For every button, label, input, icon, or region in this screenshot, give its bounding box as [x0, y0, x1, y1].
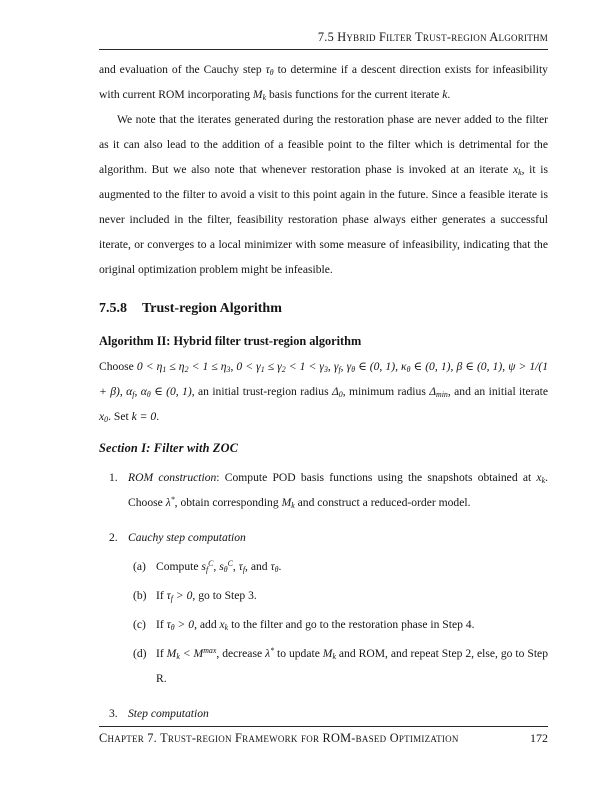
step-text-label: Cauchy step computation [128, 531, 246, 544]
text-block [99, 30, 548, 726]
substep-text: If $M_k < M^{max}$, decrease λ* to update $M_k$ and ROM, and repeat Step 2, else, go to Step R. [156, 646, 549, 685]
running-header-title: 7.5 Hybrid Filter Trust-region Algorithm [317, 30, 548, 44]
paragraph: We note that the iterates generated during the restoration phase are never added to the filter as it can also lead to the addition of a feasible point to the filter which is detrimental for the algorithm. But we also note that whenever restoration phase is invoked at an iterate $x_k$, it is augmented to the filter to avoid a visit to this point again in the future. Since a feasible iterate is never included in the filter, feasibility restoration phase always either generates a successful iterate, or converges to a local minimizer with some measure of infeasibility, indicating that the original optimization problem might be infeasible. [99, 113, 548, 276]
running-header [99, 30, 548, 50]
step-item [109, 525, 548, 691]
algorithm-section1-heading: Section I: Filter with ZOC [99, 441, 239, 455]
substep-item [133, 554, 548, 579]
substep-label: (b) [133, 589, 147, 602]
step-text: Step computation [128, 707, 209, 720]
footer-chapter-title: Chapter 7. Trust-region Framework for ROM-based Optimization [99, 731, 459, 745]
section-number: 7.5.8 [99, 301, 127, 316]
substep-text: If $\tau_f > 0$, go to Step 3. [156, 589, 257, 603]
step-text [128, 525, 548, 691]
substep-item [133, 641, 548, 691]
page-footer [99, 726, 548, 746]
step-item [109, 701, 548, 726]
page-number: 172 [530, 731, 548, 745]
algorithm-preamble: Choose $0 < \eta_1 \le \eta_2 < 1 \le \eta_3$, $0 < \gamma_1 \le \gamma_2 < 1 < \gamma_3$, $\gamma_f$, $\gamma_\theta$ ∈ (0, 1), $\kappa_\theta$ ∈ (0, 1), β ∈ (0, 1), ψ > 1/(1 + β), $\alpha_f$, $\alpha_\theta$ ∈ (0, 1), an initial trust-region radius $\Delta_0$, minimum radius $\Delta_{min}$, and an initial iterate $x_0$. Set k = 0. [99, 360, 549, 424]
step-item [109, 465, 548, 515]
section-heading [99, 299, 548, 319]
algorithm-heading: Algorithm II: Hybrid filter trust-region algorithm [99, 334, 362, 348]
paragraph: and evaluation of the Cauchy step $\tau_\theta$ to determine if a descent direction exists for infeasibility with current ROM incorporating $M_k$ basis functions for the current iterate k. [99, 63, 548, 102]
substep-text: If $\tau_\theta > 0$, add $x_k$ to the filter and go to the restoration phase in Step 4. [156, 618, 475, 632]
step-text: ROM construction: Compute POD basis functions using the snapshots obtained at $x_k$. Choose λ*, obtain corresponding $M_k$ and construct a reduced-order model. [128, 471, 548, 510]
substep-item [133, 583, 548, 608]
substeps [133, 554, 548, 691]
step-number: 2. [109, 531, 118, 544]
substep-label: (c) [133, 618, 146, 631]
algorithm-steps [109, 465, 548, 726]
step-number: 3. [109, 707, 118, 720]
substep-item [133, 612, 548, 637]
section-title: Trust-region Algorithm [142, 301, 282, 316]
substep-label: (a) [133, 560, 146, 573]
substep-label: (d) [133, 647, 147, 660]
step-number: 1. [109, 471, 118, 484]
substep-text: Compute $s_f^C$, $s_\theta^C$, $\tau_f$, and $\tau_\theta$. [156, 559, 282, 574]
